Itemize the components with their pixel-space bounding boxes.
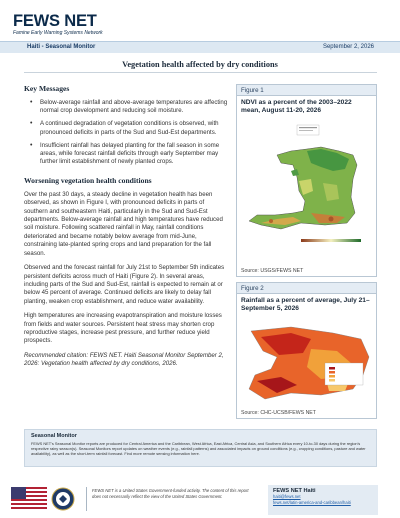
seasonal-monitor-heading: Seasonal Monitor <box>31 433 77 439</box>
figure-2-title: Rainfall as a percent of average, July 21–September 5, 2026 <box>241 297 370 312</box>
contact-box <box>268 485 378 515</box>
key-message-item: • Insufficient rainfall has delayed planting for the fall season in some areas, while forecast rainfall deficits through early September may further limit establishment of newly planted crops. <box>24 142 228 167</box>
main-text-column <box>24 84 228 369</box>
key-messages-heading: Key Messages <box>24 84 70 93</box>
citation: Recommended citation: FEWS NET. Haiti Seasonal Monitor September 2, 2026: Vegetation health affected by dry conditions, 2026. <box>24 351 224 368</box>
rainfall-map <box>241 319 372 407</box>
paragraph: Over the past 30 days, a steady decline in vegetation health has been observed, as shown in Figure I, with pronounced deficits in parts of southern and southeastern Haiti, particularly in the Sud and Sud-Est departments. Below-average rainfall and high temperatures have reduced soil moisture. Following scattered rainfall in May, rainfall conditions deteriorated and became notably below average from mid-June, constraining late-planted spring crops and land preparation for the fall season. <box>24 190 223 257</box>
figure-1-tab: Figure 1 <box>237 85 376 96</box>
figure-2-source: Source: CHC-UCSB/FEWS NET <box>241 410 316 416</box>
section-heading: Worsening vegetation health conditions <box>24 175 152 185</box>
contact-heading: FEWS NET Haiti <box>273 488 316 494</box>
fews-net-logo[interactable]: FEWS NET <box>13 12 97 30</box>
figure-1-source: Source: USGS/FEWS NET <box>241 268 304 274</box>
report-name: Haiti - Seasonal Monitor <box>27 44 96 50</box>
key-message-item: • A continued degradation of vegetation conditions is observed, with pronounced deficits in parts of the Sud and Sud-Est departments. <box>24 120 228 137</box>
logo-tagline: Famine Early Warning Systems Network <box>13 30 103 36</box>
rainfall-map-image <box>241 319 374 407</box>
key-messages-list <box>24 99 228 167</box>
disclaimer: FEWS NET is a United States Government-funded activity. The content of this report does not necessarily reflect the view of the United States Government. <box>92 488 249 499</box>
seasonal-monitor-note <box>24 429 377 467</box>
ndvi-map-image <box>241 121 374 263</box>
report-bar <box>0 41 400 53</box>
government-seal-icon <box>51 487 75 511</box>
figure-1-title: NDVI as a percent of the 2003–2022 mean, August 11-20, 2026 <box>241 99 352 114</box>
contact-email-link[interactable]: haiti@fews.net <box>273 494 301 499</box>
header <box>0 0 400 52</box>
figure-2-tab: Figure 2 <box>237 283 376 294</box>
figure-1 <box>236 84 377 277</box>
contact-website-link[interactable]: fews.net/latin-america-and-caribbean/haiti <box>273 499 351 505</box>
title-divider <box>24 72 377 73</box>
figure-2 <box>236 282 377 419</box>
seasonal-monitor-text: FEWS NET's Seasonal Monitor reports are produced for Central America and the Caribbean, West Africa, East Africa, Central Asia, and Southern Africa every 10-to-30 days during the region's respective rainy season(s). Seasonal Monitors report updates on weather events (e.g., rainfall patterns) and associated impacts on ground conditions (e.g., cropping conditions, pasture and water availability), as well as the short-term rainfall forecast. Find more remote sensing information here. <box>31 441 366 456</box>
us-flag-icon <box>11 487 47 511</box>
report-date: September 2, 2026 <box>322 44 374 50</box>
ndvi-map <box>241 121 372 263</box>
page-title: Vegetation health affected by dry conditions <box>122 60 278 69</box>
footer-divider <box>86 487 87 511</box>
paragraph: High temperatures are increasing evapotranspiration and moisture losses from fields and water sources. Persistent heat stress may shorten crop reproductive stages, increase pest pressure, and further reduce yield prospects. <box>24 312 222 345</box>
page-footer <box>0 478 400 518</box>
paragraph: Observed and the forecast rainfall for July 21st to September 5th indicates persistent deficits across much of Haiti (Figure 2). In several areas, including parts of the Sud and Sud-Est, rainfall is expected to remain at or below 45 percent of average. Continued deficits are likely to delay fall planting, weaken crop establishment, and reduce water availability. <box>24 264 225 305</box>
key-message-item: • Below-average rainfall and above-average temperatures are affecting normal crop development and reducing soil moisture. <box>24 99 228 116</box>
